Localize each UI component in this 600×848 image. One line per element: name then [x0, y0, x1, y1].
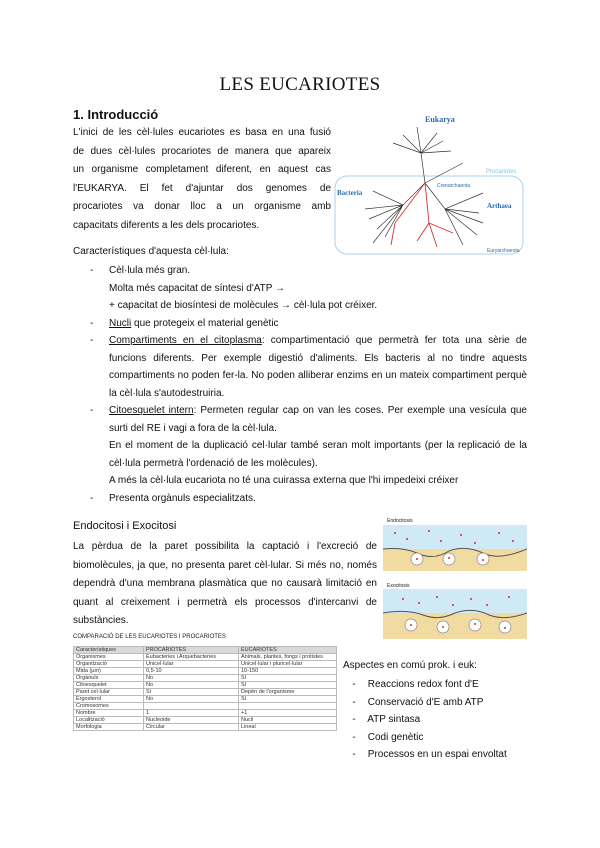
- characteristic-line: compartiments no poden fer-la. No poden alliberar enzims en un mateix compartiment perquè: [109, 370, 527, 381]
- table-cell: Mida (µm): [74, 668, 144, 675]
- aspect-text: ATP sintasa: [365, 714, 421, 725]
- table-cell: Característiques: [74, 647, 144, 654]
- characteristic-line: + capacitat de biosíntesi de molècules → cèl·lula pot créixer.: [109, 300, 378, 311]
- aspect-text: Conservació d'E amb ATP: [365, 696, 484, 708]
- intro-paragraph: [73, 124, 331, 235]
- characteristic-item: [73, 280, 527, 298]
- table-row: [74, 717, 337, 724]
- table-cell: No: [144, 682, 239, 689]
- table-cell: Animals, plantes, fongs i protistes: [239, 654, 337, 661]
- intro-line: un organisme completament diferent, en aquest cas: [73, 164, 331, 175]
- characteristic-first-line: [109, 315, 527, 333]
- endocitosi-line: quant al creixement i permetrà els processos d'intercanvi de: [73, 596, 377, 608]
- table-cell: Paret cel·lular: [74, 689, 144, 696]
- endocitosi-line: substàncies.: [73, 615, 129, 626]
- aspects-list: [343, 676, 507, 764]
- table-row: [74, 682, 337, 689]
- table-cell: 1: [144, 710, 239, 717]
- characteristic-line: la cèl·lula s'autodestruiria.: [109, 387, 225, 399]
- table-cell: [144, 703, 239, 710]
- red-branches: [391, 183, 453, 247]
- table-cell: No: [144, 675, 239, 682]
- table-cell: Ergosterol: [74, 696, 144, 703]
- table-cell: Sí: [144, 689, 239, 696]
- characteristic-line: Cèl·lula més gran.: [109, 265, 191, 276]
- endocitosi-exocitosi-figure: [383, 517, 527, 641]
- endocitosi-line: biomolècules, ja que, no presenta paret cèl·lular. Si més no, només: [73, 559, 377, 571]
- archaea-label: Arthaea: [487, 202, 512, 210]
- bullet-dash: -: [90, 317, 94, 329]
- table-cell: Sí: [239, 696, 337, 703]
- table-row: [74, 647, 337, 654]
- exocytosis-label: Exocitosis: [387, 583, 410, 589]
- characteristic-first-line: [109, 332, 527, 350]
- phylogenetic-tree-figure: [333, 113, 526, 256]
- table-row: [74, 696, 337, 703]
- characteristic-item: [73, 490, 527, 508]
- characteristic-item: [73, 402, 527, 437]
- bacteria-label: Bacteria: [337, 189, 363, 197]
- characteristic-item: [73, 332, 527, 402]
- bullet-dash: -: [352, 696, 356, 708]
- page-title: LES EUCARIOTES: [219, 74, 381, 95]
- endocitosi-line: La pèrdua de la paret possibilita la captació i l'excreció de: [73, 541, 377, 552]
- table-row: [74, 675, 337, 682]
- characteristics-list: [73, 262, 527, 507]
- intro-line: l'EUKARYA. El fet d'ajuntar dos genomes de: [73, 182, 331, 194]
- table-row: [74, 724, 337, 731]
- aspect-item: [343, 711, 507, 729]
- table-cell: Unicel·lular i pluricel·lular: [239, 661, 337, 668]
- endocitosi-heading: Endocitosi i Exocitosi: [73, 520, 177, 532]
- characteristic-item: [73, 437, 527, 472]
- characteristic-line: En el moment de la duplicació cel·lular també seran molt importants (per la replicació de la: [109, 440, 527, 451]
- table-cell: Localització: [74, 717, 144, 724]
- characteristic-item: [73, 315, 527, 333]
- characteristic-item: [73, 472, 527, 490]
- aspect-item: [343, 729, 507, 747]
- characteristics-heading: Característiques d'aquesta cèl·lula:: [73, 246, 229, 257]
- bullet-dash: -: [90, 335, 94, 346]
- endocytosis-label: Endocitosis: [387, 518, 413, 524]
- table-cell: PROCARIOTES: [144, 647, 239, 654]
- comparison-table-title: COMPARACIÓ DE LES EUCARIOTES I PROCARIOTES: [73, 634, 226, 640]
- bullet-dash: -: [352, 749, 356, 760]
- table-cell: Cromosomes: [74, 703, 144, 710]
- aspect-text: Processos en un espai envoltat: [365, 749, 507, 760]
- characteristic-line: Molta més capacitat de síntesi d'ATP →: [109, 282, 286, 294]
- table-cell: Eubacteries i Arquebacteries: [144, 654, 239, 661]
- aspect-text: Codi genètic: [365, 731, 424, 743]
- euryarchaeota-label: Euryarchaeota: [487, 248, 520, 254]
- aspect-item: [343, 676, 507, 694]
- bacteria-branches: [365, 183, 425, 243]
- table-cell: Sí: [239, 682, 337, 689]
- table-cell: [239, 703, 337, 710]
- characteristic-term: Nucli: [109, 317, 132, 329]
- table-cell: EUCARIOTES: [239, 647, 337, 654]
- characteristic-text: : compartimentació que permetrà fer tota una sèrie de: [261, 335, 527, 346]
- characteristic-term: Citoesquelet intern: [109, 405, 194, 416]
- table-cell: No: [144, 696, 239, 703]
- table-row: [74, 710, 337, 717]
- intro-line: procariotes va donar lloc a un organisme amb: [73, 201, 331, 212]
- characteristic-first-line: [109, 402, 527, 420]
- comparison-table-figure: [73, 634, 337, 731]
- characteristic-item: [73, 297, 527, 315]
- table-cell: Depèn de l'organisme: [239, 689, 337, 696]
- bullet-dash: -: [352, 731, 356, 743]
- table-cell: Organització: [74, 661, 144, 668]
- table-cell: Morfologia: [74, 724, 144, 731]
- procariotes-label: Procariotes: [486, 169, 517, 175]
- table-row: [74, 703, 337, 710]
- characteristic-term: Compartiments en el citoplasma: [109, 335, 262, 346]
- aspect-item: [343, 694, 507, 712]
- table-cell: Nucleoide: [144, 717, 239, 724]
- intro-line: capacitats diferents a les dels procariotes.: [73, 219, 260, 231]
- bullet-dash: -: [90, 265, 94, 276]
- aspect-item: [343, 746, 507, 764]
- bullet-dash: -: [90, 492, 94, 504]
- bullet-dash: -: [90, 405, 94, 416]
- table-row: [74, 668, 337, 675]
- characteristic-line: A més la cèl·lula eucariota no té una cuirassa externa que l'hi impedeixi créixer: [109, 475, 459, 486]
- characteristic-item: [73, 262, 527, 280]
- characteristic-text: : Permeten regular cap on van les coses. Per exemple una vesícula que: [193, 405, 527, 416]
- crenarchaeota-label: Crenarchaeota: [437, 183, 471, 189]
- table-cell: Sí: [239, 675, 337, 682]
- table-cell: Lineal: [239, 724, 337, 731]
- table-cell: Organismes: [74, 654, 144, 661]
- characteristic-line: surti del RE i vagi a fora de la cèl·lula.: [109, 422, 277, 434]
- table-cell: Circular: [144, 724, 239, 731]
- bullet-dash: -: [352, 714, 356, 725]
- bullet-dash: -: [352, 679, 356, 690]
- table-row: [74, 654, 337, 661]
- aspect-text: Reaccions redox font d'E: [365, 679, 479, 690]
- table-row: [74, 689, 337, 696]
- eukarya-branches: [393, 127, 463, 183]
- table-cell: Nombre: [74, 710, 144, 717]
- table-cell: Nucli: [239, 717, 337, 724]
- characteristic-text: que protegeix el material genètic: [131, 317, 279, 329]
- eukarya-label: Eukarya: [425, 115, 455, 124]
- table-cell: +1: [239, 710, 337, 717]
- section-heading-introduccio: 1. Introducció: [73, 107, 159, 122]
- table-cell: 10-150: [239, 668, 337, 675]
- table-cell: 0,5-10: [144, 668, 239, 675]
- characteristic-line: Presenta orgànuls especialitzats.: [109, 492, 256, 504]
- table-cell: Unicel·lular: [144, 661, 239, 668]
- intro-line: de dues cèl·lules procariotes de manera que apareix: [73, 145, 331, 157]
- aspects-heading: Aspectes en comú prok. i euk:: [343, 660, 477, 671]
- table-cell: Citoesquelet: [74, 682, 144, 689]
- endocitosi-line: dependrà d'una membrana plasmàtica que no causarà limitació en: [73, 578, 377, 589]
- intro-line: L'inici de les cèl·lules eucariotes es basa en una fusió: [73, 127, 331, 138]
- comparison-table: [73, 646, 337, 731]
- endocitosi-paragraph: [73, 538, 377, 631]
- table-cell: Orgànuls: [74, 675, 144, 682]
- characteristic-line: funcions diferents. Per exemple digestió d'aliments. Els bacteris al no tindre aquests: [109, 352, 527, 364]
- table-row: [74, 661, 337, 668]
- characteristic-line: cèl·lula permetrà l'ordenació de les molècules).: [109, 457, 318, 469]
